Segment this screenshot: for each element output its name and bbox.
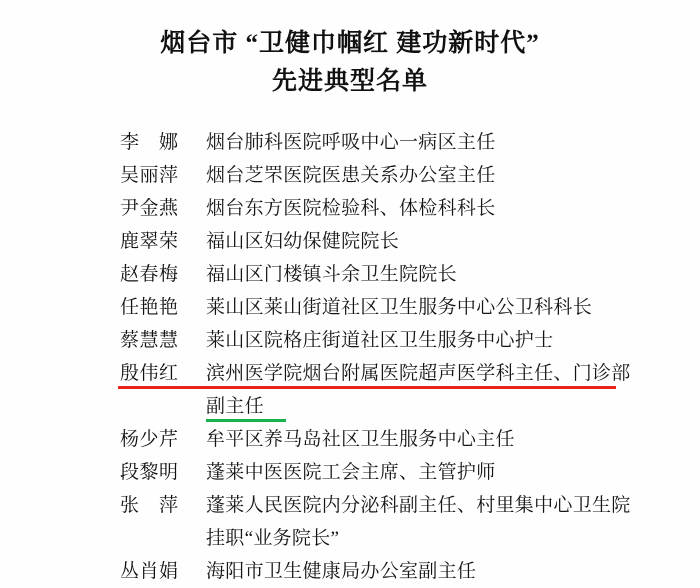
honoree-name: 尹金燕 [120,198,179,219]
honoree-name: 丛肖娟 [120,561,179,582]
honoree-title: 烟台芝罘医院医患关系办公室主任 [206,165,496,186]
honoree-title: 牟平区养马岛社区卫生服务中心主任 [206,429,515,450]
honoree-title: 福山区门楼镇斗余卫生院院长 [206,264,457,285]
list-item [120,258,640,291]
honoree-title: 莱山区莱山街道社区卫生服务中心公卫科科长 [206,297,593,318]
honoree-title-continued: 副主任 [206,396,264,417]
honoree-title: 烟台肺科医院呼吸中心一病区主任 [206,132,496,153]
list-item [120,192,640,225]
list-item [120,225,640,258]
honoree-title: 滨州医学院烟台附属医院超声医学科主任、门诊部 [206,363,631,384]
list-item-continuation [120,522,640,555]
list-item-continuation [120,390,640,423]
list-item [120,324,640,357]
honoree-title: 莱山区院格庄街道社区卫生服务中心护士 [206,330,554,351]
title-line-1: 烟台市 “卫健巾帼红 建功新时代” [160,30,540,57]
honoree-name: 赵春梅 [120,264,179,285]
honoree-title: 蓬莱人民医院内分泌科副主任、村里集中心卫生院 [206,495,631,516]
honoree-title: 海阳市卫生健康局办公室副主任 [206,561,477,582]
honoree-title: 烟台东方医院检验科、体检科科长 [206,198,496,219]
honoree-name: 殷伟红 [120,363,179,384]
honoree-title-continued: 挂职“业务院长” [206,528,340,549]
honoree-list [40,126,660,588]
honoree-name: 段黎明 [120,462,179,483]
honoree-name: 任艳艳 [120,297,179,318]
honoree-name: 杨少芹 [120,429,179,450]
list-item-highlighted [120,357,640,390]
honoree-title: 福山区妇幼保健院院长 [206,231,400,252]
list-item [120,126,640,159]
honoree-name: 蔡慧慧 [120,330,179,351]
list-item [120,555,640,588]
list-item [120,291,640,324]
document-title [70,26,630,100]
list-item [120,159,640,192]
honoree-title: 蓬莱中医医院工会主席、主管护师 [206,462,496,483]
honoree-name: 吴丽萍 [120,165,179,186]
list-item [120,456,640,489]
honoree-name: 李 娜 [120,132,179,153]
title-line-2: 先进典型名单 [271,68,428,95]
list-item [120,489,640,522]
list-item [120,423,640,456]
honoree-name: 鹿翠荣 [120,231,179,252]
honoree-name: 张 萍 [120,495,179,516]
